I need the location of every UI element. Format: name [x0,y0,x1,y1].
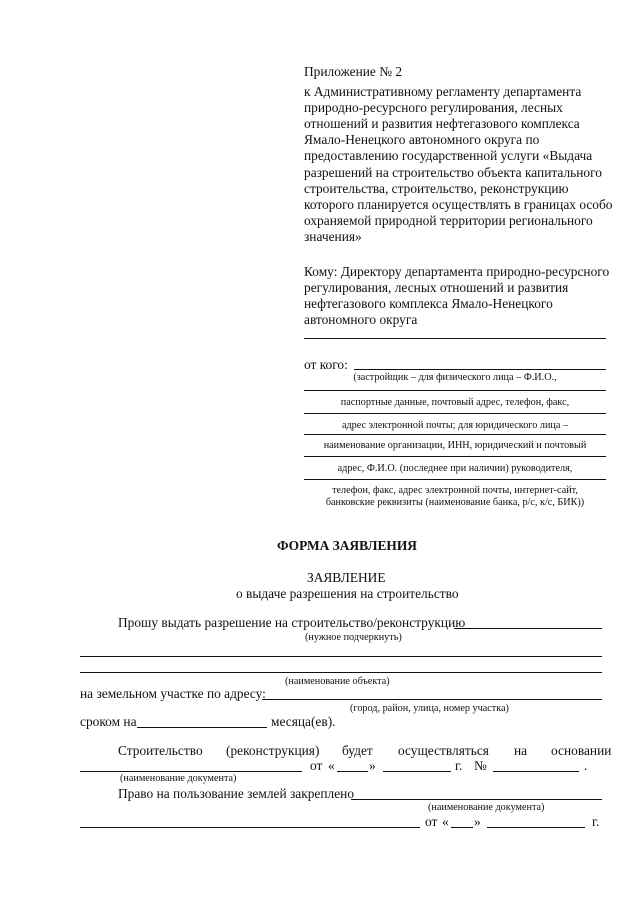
plot-label: на земельном участке по адресу: [80,686,266,701]
basis-word-3: будет [342,743,373,758]
object-hint: (наименование объекта) [285,676,390,687]
basis-from-label: от [310,758,323,773]
basis-quote-open: « [328,758,335,773]
land-hint: (наименование документа) [428,802,545,813]
sender-hint-line: (застройщик – для физического лица – Ф.И.О., [353,372,557,383]
object-field-line-1 [80,656,602,657]
request-hint: (нужное подчеркнуть) [305,632,402,643]
appendix-line: охраняемой природной территории регионального [304,212,593,228]
basis-word-6: основании [551,743,612,758]
land-doc-line [80,827,420,828]
sender-label: от кого: [304,357,348,372]
statement-subtitle: о выдаче разрешения на строительство [236,586,459,601]
term-label: сроком на [80,714,137,729]
appendix-line: предоставлению государственной услуги «Выдача [304,148,593,164]
appendix-line: отношений и развития нефтегазового комплекса [304,116,580,132]
sender-hint-line: наименование организации, ИНН, юридический и почтовый [323,440,587,451]
land-year-label: г. [592,814,600,829]
term-field-line [137,727,267,728]
addressee-line: нефтегазового комплекса Ямало-Ненецкого [304,296,553,311]
land-day-line [451,827,473,828]
basis-word-2: (реконструкция) [226,743,320,758]
sender-field-line [304,390,606,391]
request-text: Прошу выдать разрешение на строительство/реконструкцию [118,615,466,630]
addressee-line: регулирования, лесных отношений и развития [304,280,569,295]
addressee-line: Кому: Директору департамента природно-ресурсного [304,264,610,279]
term-unit: месяца(ев). [271,714,336,729]
land-quote-close: » [474,814,481,829]
object-field-line-2 [80,672,602,673]
plot-hint: (город, район, улица, номер участка) [350,703,509,714]
land-field-line [351,799,602,800]
basis-quote-close: » [369,758,376,773]
appendix-line: природно-ресурсного регулирования, лесных [304,100,563,116]
sender-hint-line: телефон, факс, адрес электронной почты, интернет-сайт, [332,485,578,496]
appendix-title: Приложение № 2 [304,64,403,79]
basis-day-line [337,771,368,772]
appendix-line: к Административному регламенту департамента [304,84,582,99]
basis-year-label: г. [455,758,463,773]
land-label: Право на пользование землей закреплено [118,786,355,801]
statement-title: ЗАЯВЛЕНИЕ [307,570,386,585]
appendix-line: строительства, строительство, реконструкцию [304,180,569,196]
land-quote-open: « [442,814,449,829]
appendix-line: разрешений на строительство объекта капитального [304,164,602,180]
basis-word-1: Строительство [118,743,203,758]
basis-number-line [493,771,579,772]
basis-period: . [584,758,588,773]
sender-hint-line: банковские реквизиты (наименование банка, р/с, к/с, БИК)) [325,497,585,508]
appendix-line: значения» [304,228,362,244]
basis-doc-hint: (наименование документа) [120,773,237,784]
sender-field-line [304,413,606,414]
addressee-underline [304,338,606,339]
sender-hint-line: адрес, Ф.И.О. (последнее при наличии) руководителя, [337,463,573,474]
sender-field-line [304,434,606,435]
request-field-line [454,628,602,629]
appendix-line: Ямало-Ненецкого автономного округа по [304,132,540,148]
sender-field-line [304,479,606,480]
sender-field-line [304,456,606,457]
sender-field-line [354,369,606,370]
sender-hint-line: адрес электронной почты; для юридического лица – [341,420,569,431]
basis-month-line [383,771,451,772]
land-from-label: от [425,814,438,829]
basis-word-5: на [514,743,528,758]
basis-word-4: осуществляться [398,743,489,758]
form-title: ФОРМА ЗАЯВЛЕНИЯ [277,538,417,553]
appendix-line: которого планируется осуществлять в границах особо [304,196,613,212]
land-month-line [487,827,585,828]
plot-field-line [262,699,602,700]
basis-number-label: № [474,758,487,773]
sender-hint-line: паспортные данные, почтовый адрес, телефон, факс, [340,397,570,408]
addressee-line: автономного округа [304,312,418,327]
